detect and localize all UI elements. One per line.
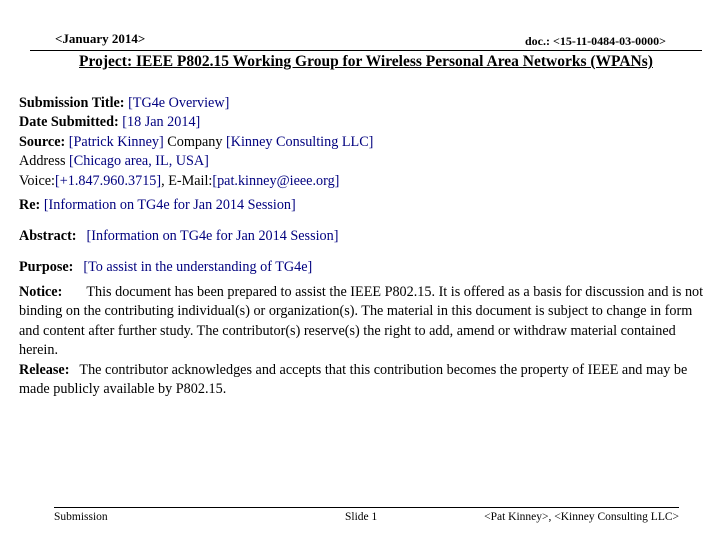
company-label: Company [167,133,223,150]
source-label: Source: [19,133,66,150]
re-label: Re: [19,197,41,213]
voice-label: Voice: [19,172,55,189]
abstract-value: [Information on TG4e for Jan 2014 Session] [86,228,339,244]
abstract-line [19,227,713,246]
notice-paragraph [19,283,713,361]
submission-title-line [19,94,713,113]
submission-title-label: Submission Title: [19,95,125,111]
re-value: [Information on TG4e for Jan 2014 Session] [43,197,296,213]
footer-divider [54,507,679,508]
submission-title-value: [TG4e Overview] [128,95,230,111]
address-label: Address [19,153,66,170]
address-line [19,152,713,171]
source-value: [Patrick Kinney] [68,133,164,150]
contact-line [19,172,713,191]
project-title: Project: IEEE P802.15 Working Group for Wireless Personal Area Networks (WPANs) [79,53,653,70]
submission-block [19,94,713,191]
email-label: , E-Mail: [161,172,213,189]
header-doc-number: doc.: <15-11-0484-03-0000> [525,34,666,48]
footer-slide-number: Slide 1 [345,511,378,523]
footer-author: <Pat Kinney>, <Kinney Consulting LLC> [484,511,679,523]
notice-release-block [19,283,713,399]
company-value: [Kinney Consulting LLC] [226,133,374,150]
notice-text: This document has been prepared to assist the IEEE P802.15. It is offered as a basis for discussion and is not binding on the contributing individual(s) or organization(s). The material in this document is subject to change in form and content after further study. The contributor(s) reserve(s) the right to add, amend or withdraw material contained herein. [19,284,704,359]
purpose-label: Purpose: [19,259,74,275]
address-value: [Chicago area, IL, USA] [69,153,209,170]
notice-label: Notice: [19,284,63,300]
release-paragraph [19,361,713,400]
date-submitted-label: Date Submitted: [19,114,119,131]
header-date: <January 2014> [55,31,146,46]
email-value: [pat.kinney@ieee.org] [212,172,340,189]
date-submitted-line [19,113,713,132]
source-line [19,133,713,152]
release-text: The contributor acknowledges and accepts that this contribution becomes the property of IEEE and may be made publicly available by P802.15. [19,361,688,398]
abstract-label: Abstract: [19,228,77,244]
voice-value: [+1.847.960.3715] [55,172,162,189]
purpose-line [19,258,713,277]
footer-submission: Submission [54,511,108,523]
header-divider [30,50,702,51]
re-line [19,196,713,215]
purpose-value: [To assist in the understanding of TG4e] [83,259,313,275]
date-submitted-value: [18 Jan 2014] [122,114,201,131]
release-label: Release: [19,361,70,378]
